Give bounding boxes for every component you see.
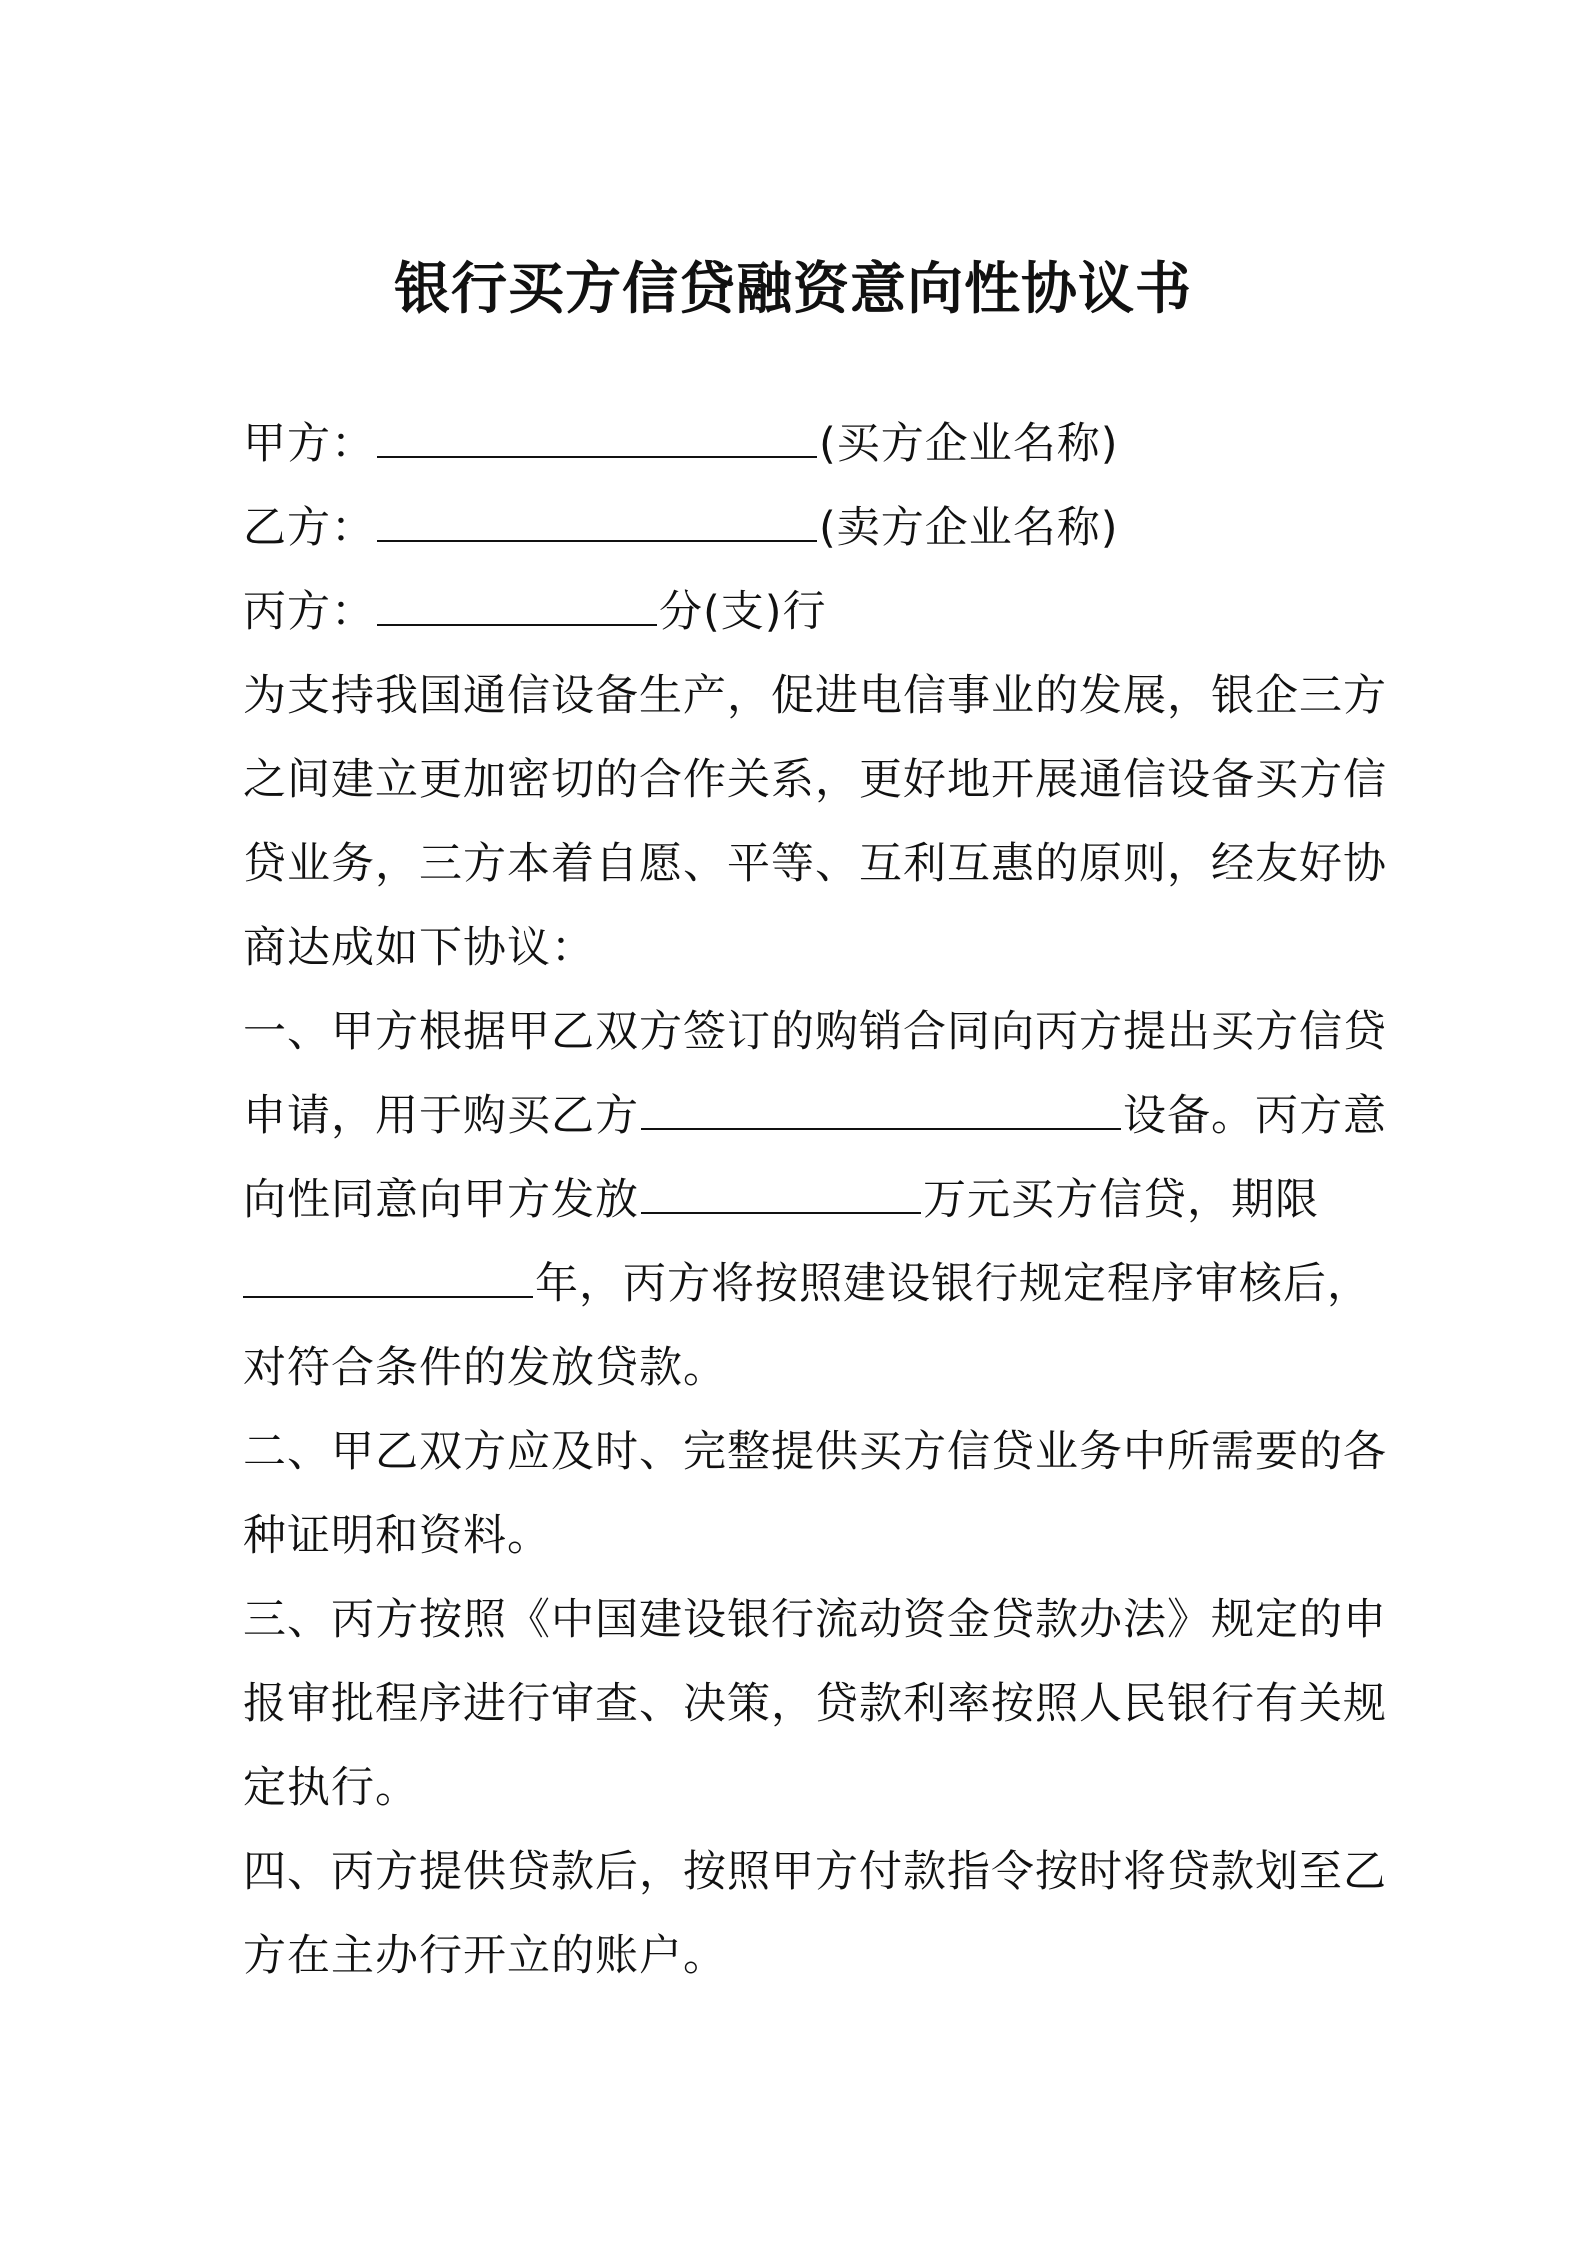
clause3-line-2: 报审批程序进行审查、决策，贷款利率按照人民银行有关规	[243, 1679, 1387, 1729]
clause1-line-1: 一、甲方根据甲乙双方签订的购销合同向丙方提出买方信贷	[243, 1007, 1387, 1057]
preamble-line-2: 之间建立更加密切的合作关系，更好地开展通信设备买方信	[243, 755, 1387, 805]
party-a-blank	[377, 410, 817, 458]
preamble-line-1: 为支持我国通信设备生产，促进电信事业的发展，银企三方	[243, 671, 1387, 721]
term-years-blank	[243, 1250, 533, 1298]
equipment-blank	[641, 1082, 1121, 1130]
party-b-hint: (卖方企业名称)	[819, 503, 1119, 553]
clause1-line-4	[243, 1242, 1371, 1326]
party-b-blank	[377, 494, 817, 542]
amount-blank	[641, 1166, 921, 1214]
party-c-line	[243, 570, 1357, 654]
clause1-line-2-end: 设备。丙方意	[1123, 1091, 1387, 1141]
clause3-line-3: 定执行。	[243, 1763, 419, 1813]
party-b-label: 乙方：	[243, 503, 375, 553]
party-b-line	[243, 486, 1357, 570]
clause1-line-3-end: 万元买方信贷，期限	[923, 1175, 1319, 1225]
clause1-line-4-end: 年，丙方将按照建设银行规定程序审核后，	[535, 1259, 1371, 1309]
party-c-hint: 分(支)行	[659, 587, 827, 637]
clause1-line-5: 对符合条件的发放贷款。	[243, 1343, 727, 1393]
clause1-line-2	[243, 1074, 1387, 1158]
preamble-line-3: 贷业务，三方本着自愿、平等、互利互惠的原则，经友好协	[243, 839, 1387, 889]
document-body	[243, 402, 1387, 1998]
clause1-line-3-start: 向性同意向甲方发放	[243, 1175, 639, 1225]
clause2-line-2: 种证明和资料。	[243, 1511, 551, 1561]
clause3-line-1: 三、丙方按照《中国建设银行流动资金贷款办法》规定的申	[243, 1595, 1387, 1645]
preamble-line-4: 商达成如下协议：	[243, 923, 595, 973]
party-c-blank	[377, 578, 657, 626]
clause1-line-3	[243, 1158, 1357, 1242]
party-c-label: 丙方：	[243, 587, 375, 637]
clause4-line-1: 四、丙方提供贷款后，按照甲方付款指令按时将贷款划至乙	[243, 1847, 1387, 1897]
clause4-line-2: 方在主办行开立的账户。	[243, 1931, 727, 1981]
clause2-line-1: 二、甲乙双方应及时、完整提供买方信贷业务中所需要的各	[243, 1427, 1387, 1477]
clause1-line-2-start: 申请，用于购买乙方	[243, 1091, 639, 1141]
party-a-label: 甲方：	[243, 419, 375, 469]
party-a-hint: (买方企业名称)	[819, 419, 1119, 469]
party-a-line	[243, 402, 1357, 486]
page-title: 银行买方信贷融资意向性协议书	[394, 257, 1192, 322]
